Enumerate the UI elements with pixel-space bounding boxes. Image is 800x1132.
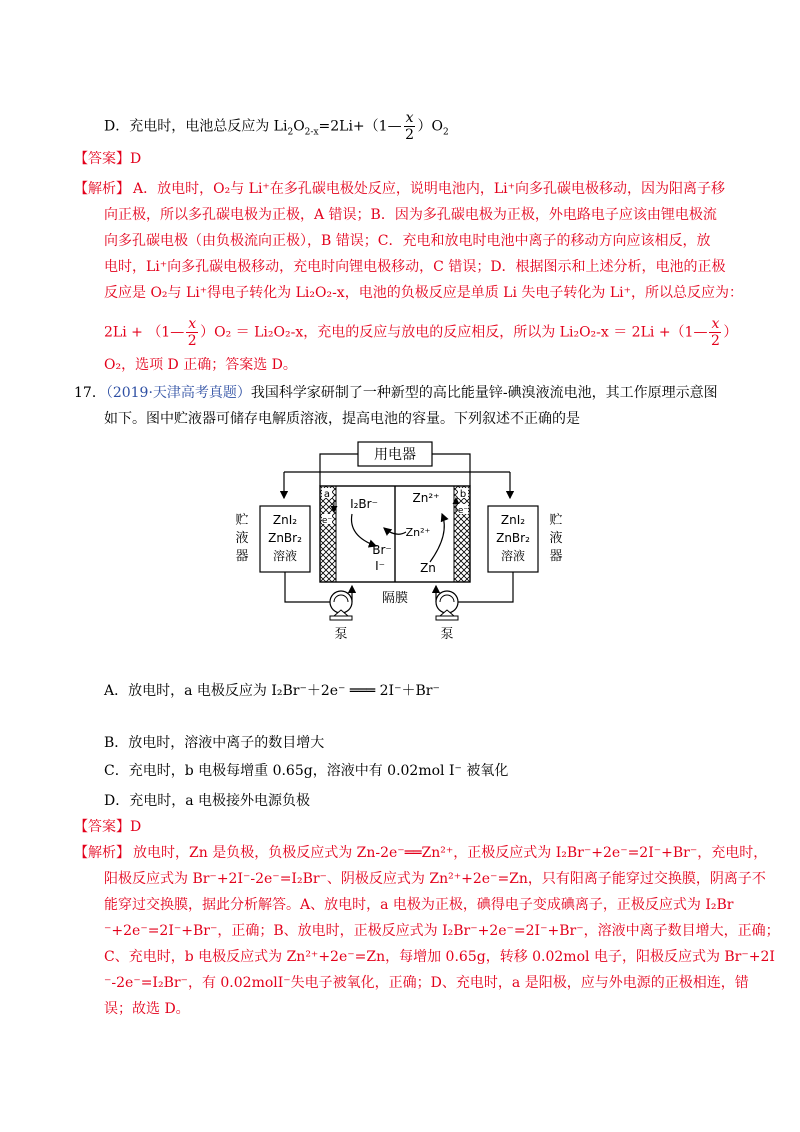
q16-sub-a: 2 bbox=[287, 127, 294, 138]
q17-option-c: C．充电时，b 电极每增重 0.65g，溶液中有 0.02mol I⁻ 被氧化 bbox=[104, 763, 509, 779]
left-store-label-2: 液 bbox=[235, 531, 249, 546]
q16-fraction bbox=[404, 110, 416, 143]
electrode-b-label: b bbox=[459, 489, 467, 500]
q17-analysis-line-2: 阳极反应式为 Br⁻+2I⁻-2e⁻=I₂Br⁻、阴极反应式为 Zn²⁺+2e⁻=Zn，只有阳离子能穿过交换膜，阴离子不 bbox=[104, 871, 766, 887]
q17-analysis-line-1: 放电时，Zn 是负极，负极反应式为 Zn-2e⁻══Zn²⁺，正极反应式为 I₂Br⁻+2e⁻=2I⁻+Br⁻，充电时， bbox=[133, 845, 768, 861]
species-zn2-top: Zn²⁺ bbox=[412, 491, 440, 505]
q16-answer-value: D bbox=[130, 151, 142, 167]
electron-right: e⁻ bbox=[457, 506, 469, 516]
species-i: I⁻ bbox=[375, 559, 385, 573]
right-store-line-2: ZnBr₂ bbox=[496, 531, 530, 545]
right-store-line-1: ZnI₂ bbox=[500, 513, 526, 527]
membrane-label: 隔膜 bbox=[381, 591, 409, 606]
q16-option-d-mid: O bbox=[293, 118, 305, 135]
q17-option-a: A．放电时，a 电极反应为 I₂Br⁻＋2e⁻ ═══ 2I⁻＋Br⁻ bbox=[104, 683, 440, 699]
q16-eq-frac2-den: 2 bbox=[710, 333, 720, 349]
q16-eq-fraction-1 bbox=[186, 316, 198, 349]
device-label: 用电器 bbox=[374, 447, 416, 463]
q17-answer-value: D bbox=[130, 819, 142, 835]
q16-option-d bbox=[104, 110, 449, 143]
q17-analysis-line-7: 误；故选 D。 bbox=[104, 1001, 190, 1017]
left-store-line-1: ZnI₂ bbox=[272, 513, 298, 527]
q16-frac-num: x bbox=[405, 110, 414, 126]
q17-stem-1 bbox=[74, 383, 718, 403]
right-store-label-3: 器 bbox=[549, 549, 563, 564]
q17-analysis-line-5: C、充电时，b 电极反应式为 Zn²⁺+2e⁻=Zn，每增加 0.65g，转移 0.02mol 电子，阳极反应式为 Br⁻+2I bbox=[104, 949, 775, 965]
left-store-line-3: 溶液 bbox=[272, 549, 298, 563]
left-store-label-3: 器 bbox=[235, 549, 249, 564]
q17-number: 17． bbox=[74, 385, 106, 401]
q16-option-d-prefix: D．充电时，电池总反应为 Li bbox=[104, 118, 288, 135]
species-zn: Zn bbox=[420, 561, 436, 575]
q16-eq-fraction-2 bbox=[709, 316, 721, 349]
q17-analysis-line-4: ⁻+2e⁻=2I⁻+Br⁻，正确；B、放电时，正极反应式为 I₂Br⁻+2e⁻=2I⁻+Br⁻，溶液中离子数目增大，正确； bbox=[104, 923, 780, 939]
q17-analysis-label: 【解析】 bbox=[74, 845, 130, 861]
right-store-line-3: 溶液 bbox=[500, 549, 526, 563]
right-pump-label: 泵 bbox=[440, 627, 454, 642]
battery-diagram bbox=[230, 438, 570, 648]
q17-stem-text-1: 我国科学家研制了一种新型的高比能量锌-碘溴液流电池，其工作原理示意图 bbox=[250, 385, 718, 401]
q16-eq-frac2-num: x bbox=[711, 316, 720, 332]
q16-analysis-line-1: A．放电时，O₂与 Li⁺在多孔碳电极处反应，说明电池内，Li⁺向多孔碳电极移动，因为阳离子移 bbox=[133, 181, 725, 197]
left-store-line-2: ZnBr₂ bbox=[268, 531, 302, 545]
species-br: Br⁻ bbox=[372, 543, 392, 557]
q16-answer bbox=[74, 149, 141, 169]
q16-sub-c: 2 bbox=[442, 127, 449, 138]
q16-equation-line bbox=[104, 316, 737, 349]
q16-eq-frac1-num: x bbox=[188, 316, 197, 332]
q16-option-d-suffix: ）O bbox=[417, 118, 443, 135]
right-store-label-1: 贮 bbox=[549, 513, 563, 528]
q16-analysis-label: 【解析】 bbox=[74, 181, 130, 197]
electron-left: e⁻ bbox=[321, 516, 333, 526]
q16-eq-c: ） bbox=[723, 324, 738, 341]
q16-analysis-line-2: 向正极，所以多孔碳电极为正极，A 错误；B．因为多孔碳电极为正极，外电路电子应该由锂电极流 bbox=[104, 207, 717, 223]
q17-answer bbox=[74, 817, 141, 837]
left-store-label-1: 贮 bbox=[235, 513, 249, 528]
q17-option-b: B．放电时，溶液中离子的数目增大 bbox=[104, 735, 325, 751]
right-store-label-2: 液 bbox=[549, 531, 563, 546]
left-pump-label: 泵 bbox=[334, 627, 348, 642]
species-i2br: I₂Br⁻ bbox=[350, 497, 378, 511]
q17-answer-label: 【答案】 bbox=[74, 819, 130, 835]
q17-option-d: D．充电时，a 电极接外电源负极 bbox=[104, 793, 311, 809]
q16-analysis-line-3: 向多孔碳电极（由负极流向正极），B 错误；C．充电和放电时电池中离子的移动方向应该相反，放 bbox=[104, 233, 711, 249]
q16-last-line: O₂，选项 D 正确；答案选 D。 bbox=[104, 357, 297, 373]
q16-analysis-line-4: 电时，Li⁺向多孔碳电极移动，充电时向锂电极移动，C 错误；D．根据图示和上述分析，电池的正极 bbox=[104, 259, 726, 275]
q16-frac-den: 2 bbox=[405, 127, 414, 143]
q16-option-d-eq: =2Li+（1— bbox=[318, 118, 402, 135]
battery-diagram-svg bbox=[230, 438, 570, 648]
q16-answer-label: 【答案】 bbox=[74, 151, 130, 167]
q17-analysis-line-3: 能穿过交换膜，据此分析解答。A、放电时，a 电极为正极，碘得电子变成碘离子，正极反应式为 I₂Br bbox=[104, 897, 734, 913]
q17-source: （2019·天津高考真题） bbox=[105, 385, 251, 401]
q17-analysis-line-6: ⁻-2e⁻=I₂Br⁻，有 0.02molI⁻失电子被氧化，正确；D、充电时，a 是阳极，应与外电源的正极相连，错 bbox=[104, 975, 749, 991]
q16-eq-b: ）O₂ ＝ Li₂O₂-x，充电的反应与放电的反应相反，所以为 Li₂O₂-x ＝ 2Li +（1— bbox=[200, 324, 708, 341]
species-zn2-mid: Zn²⁺ bbox=[405, 526, 431, 539]
q17-stem-2: 如下。图中贮液器可储存电解质溶液，提高电池的容量。下列叙述不正确的是 bbox=[104, 411, 580, 427]
q16-analysis-line-5: 反应是 O₂与 Li⁺得电子转化为 Li₂O₂-x，电池的负极反应是单质 Li 失电子转化为 Li⁺，所以总反应为： bbox=[104, 285, 743, 301]
q16-sub-b: 2-x bbox=[304, 127, 319, 138]
q16-eq-frac1-den: 2 bbox=[187, 333, 197, 349]
q16-eq-a: 2Li + （1— bbox=[104, 324, 185, 341]
electrode-a-label: a bbox=[323, 489, 331, 500]
